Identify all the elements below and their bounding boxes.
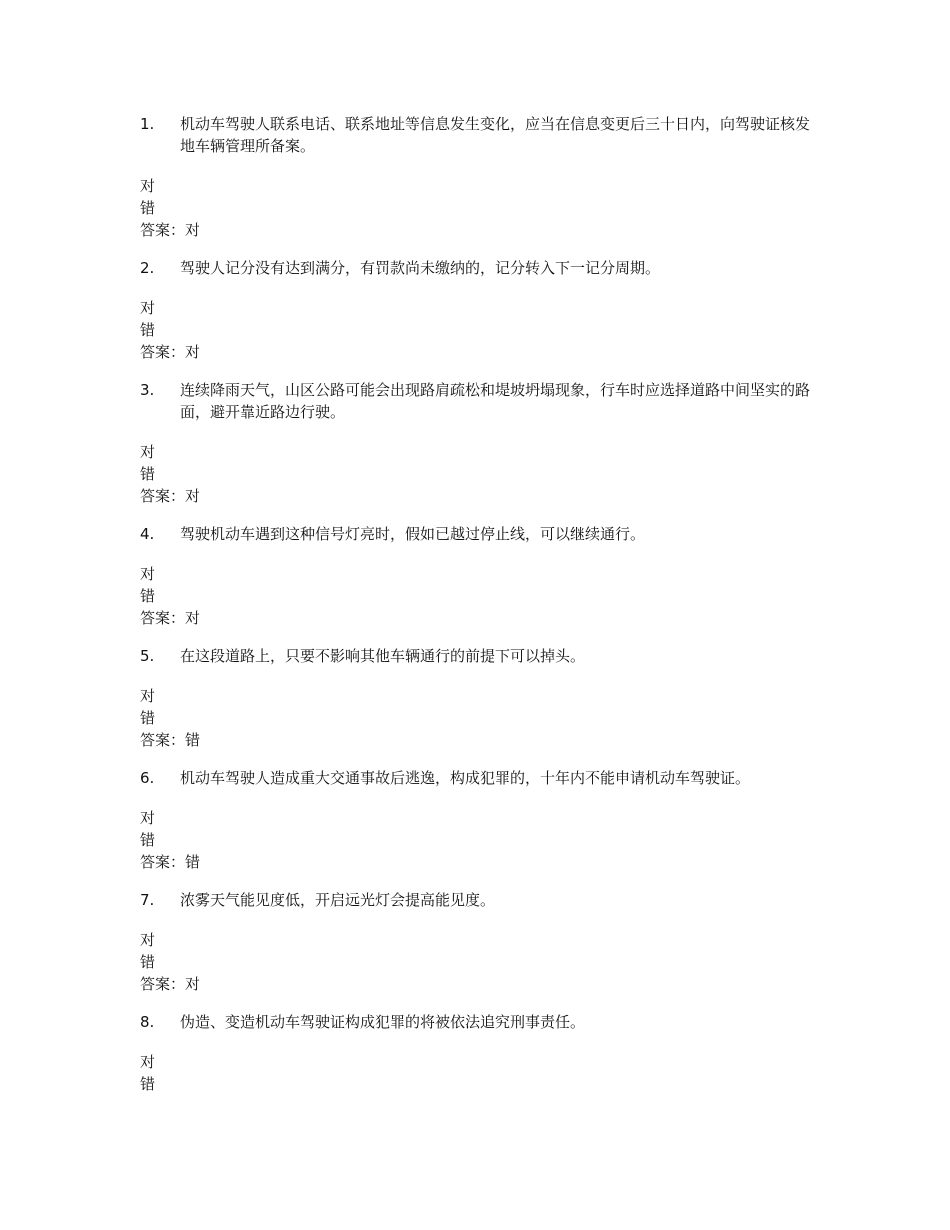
question-number: 6. — [140, 769, 155, 787]
question-text: 在这段道路上，只要不影响其他车辆通行的前提下可以掉头。 — [180, 647, 586, 665]
option-true[interactable]: 对 — [140, 299, 156, 317]
question-number: 4. — [140, 525, 155, 543]
options — [140, 685, 820, 751]
answer-value: 对 — [185, 975, 201, 993]
options — [140, 563, 820, 629]
answer-value: 对 — [185, 343, 201, 361]
answer — [140, 485, 820, 507]
options — [140, 175, 820, 241]
question-item-6 — [140, 767, 820, 873]
answer — [140, 729, 820, 751]
answer-label: 答案： — [140, 487, 186, 505]
answer-value: 错 — [185, 853, 201, 871]
question-text: 机动车驾驶人联系电话、联系地址等信息发生变化，应当在信息变更后三十日内，向驾驶证核发地车辆管理所备案。 — [180, 115, 811, 155]
question-number: 5. — [140, 647, 155, 665]
option-false[interactable]: 错 — [140, 953, 156, 971]
answer-label: 答案： — [140, 609, 186, 627]
option-true[interactable]: 对 — [140, 1053, 156, 1071]
question-text: 浓雾天气能见度低，开启远光灯会提高能见度。 — [180, 891, 496, 909]
option-true[interactable]: 对 — [140, 565, 156, 583]
options — [140, 441, 820, 507]
answer-label: 答案： — [140, 221, 186, 239]
answer-label: 答案： — [140, 975, 186, 993]
question-number: 1. — [140, 115, 155, 133]
question — [140, 889, 820, 911]
question-text: 伪造、变造机动车驾驶证构成犯罪的将被依法追究刑事责任。 — [180, 1013, 586, 1031]
answer-value: 对 — [185, 221, 201, 239]
option-false[interactable]: 错 — [140, 831, 156, 849]
question-number: 2. — [140, 259, 155, 277]
answer-value: 对 — [185, 609, 201, 627]
question-number: 7. — [140, 891, 155, 909]
options — [140, 807, 820, 873]
question-list — [140, 113, 820, 1111]
option-false[interactable]: 错 — [140, 709, 156, 727]
options — [140, 929, 820, 995]
question-item-1 — [140, 113, 820, 241]
option-false[interactable]: 错 — [140, 1075, 156, 1093]
question-item-7 — [140, 889, 820, 995]
answer-label: 答案： — [140, 853, 186, 871]
option-true[interactable]: 对 — [140, 443, 156, 461]
question-text: 连续降雨天气，山区公路可能会出现路肩疏松和堤坡坍塌现象，行车时应选择道路中间坚实的路面，避开靠近路边行驶。 — [180, 381, 811, 421]
option-false[interactable]: 错 — [140, 321, 156, 339]
question-item-5 — [140, 645, 820, 751]
options — [140, 1051, 820, 1095]
option-true[interactable]: 对 — [140, 931, 156, 949]
option-false[interactable]: 错 — [140, 587, 156, 605]
question — [140, 767, 820, 789]
question-item-3 — [140, 379, 820, 507]
answer-value: 对 — [185, 487, 201, 505]
option-false[interactable]: 错 — [140, 465, 156, 483]
answer — [140, 851, 820, 873]
question — [140, 379, 820, 423]
question-number: 3. — [140, 381, 155, 399]
answer-label: 答案： — [140, 343, 186, 361]
option-false[interactable]: 错 — [140, 199, 156, 217]
options — [140, 297, 820, 363]
answer — [140, 607, 820, 629]
answer-label: 答案： — [140, 731, 186, 749]
answer — [140, 219, 820, 241]
question — [140, 257, 820, 279]
option-true[interactable]: 对 — [140, 177, 156, 195]
answer-value: 错 — [185, 731, 201, 749]
question — [140, 645, 820, 667]
question-item-4 — [140, 523, 820, 629]
question-text: 驾驶人记分没有达到满分，有罚款尚未缴纳的，记分转入下一记分周期。 — [180, 259, 661, 277]
question-text: 机动车驾驶人造成重大交通事故后逃逸，构成犯罪的，十年内不能申请机动车驾驶证。 — [180, 769, 751, 787]
option-true[interactable]: 对 — [140, 809, 156, 827]
question — [140, 113, 820, 157]
question — [140, 1011, 820, 1033]
question — [140, 523, 820, 545]
question-text: 驾驶机动车遇到这种信号灯亮时，假如已越过停止线，可以继续通行。 — [180, 525, 646, 543]
question-number: 8. — [140, 1013, 155, 1031]
option-true[interactable]: 对 — [140, 687, 156, 705]
question-item-2 — [140, 257, 820, 363]
question-item-8 — [140, 1011, 820, 1095]
answer — [140, 341, 820, 363]
answer — [140, 973, 820, 995]
